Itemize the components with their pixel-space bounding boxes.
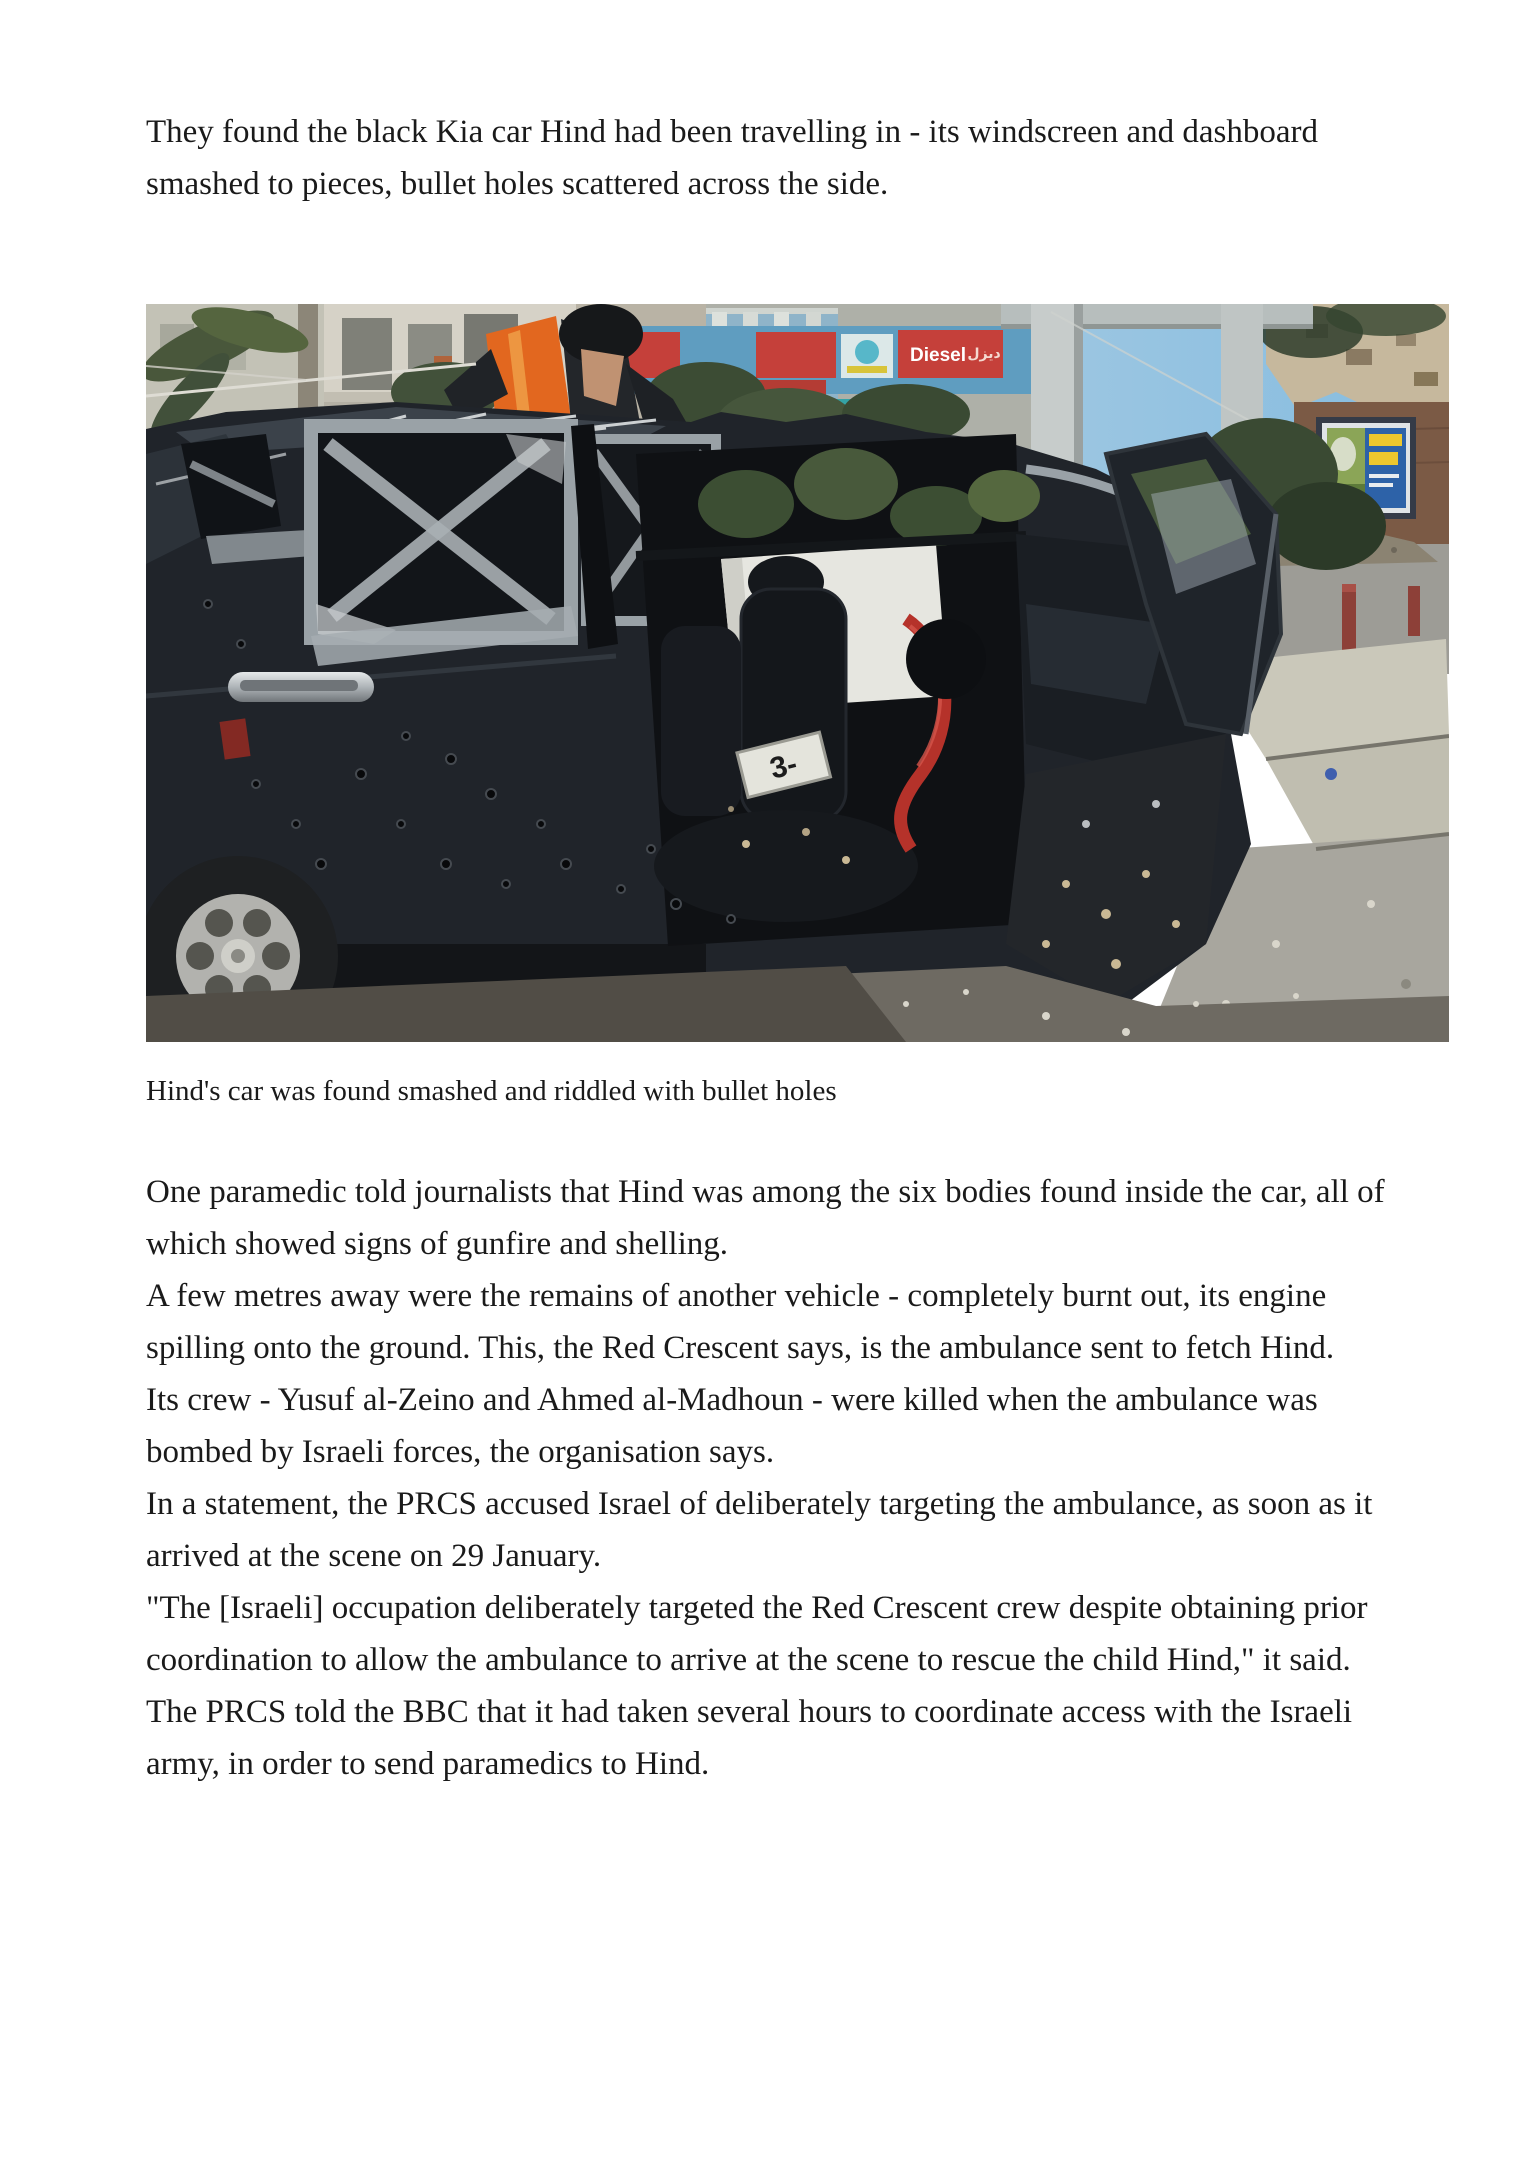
- paragraph-4: In a statement, the PRCS accused Israel of deliberately targeting the ambulance, as soon as it arrived at the scene on 29 January.: [146, 1486, 1373, 1574]
- article-body: [146, 1166, 1414, 1790]
- diesel-sign-text: Diesel: [910, 345, 966, 366]
- paragraph-1: One paramedic told journalists that Hind was among the six bodies found inside the car, all of which showed signs of gunfire and shelling.: [146, 1174, 1385, 1262]
- paragraph-2: A few metres away were the remains of another vehicle - completely burnt out, its engine spilling onto the ground. This, the Red Crescent says, is the ambulance sent to fetch Hind.: [146, 1278, 1335, 1366]
- svg-text:3-: 3-: [766, 747, 801, 786]
- door-handle: [228, 672, 374, 702]
- paragraph-3: Its crew - Yusuf al-Zeino and Ahmed al-Madhoun - were killed when the ambulance was bombed by Israeli forces, the organisation says.: [146, 1382, 1318, 1470]
- car-interior: [636, 434, 1040, 946]
- photo-wrecked-car: [146, 304, 1449, 1110]
- diesel-sign-arabic-text: ديزل: [967, 345, 1001, 361]
- intro-paragraph: They found the black Kia car Hind had been travelling in - its windscreen and dashboard smashed to pieces, bullet holes scattered across the side.: [146, 114, 1319, 202]
- paragraph-6: The PRCS told the BBC that it had taken several hours to coordinate access with the Israeli army, in order to send paramedics to Hind.: [146, 1694, 1353, 1782]
- photo-car: [146, 402, 1281, 1042]
- photo-caption: Hind's car was found smashed and riddled with bullet holes: [146, 1075, 837, 1107]
- article-page: [146, 0, 1527, 1790]
- wrecked-car-photo-illustration: [146, 304, 1449, 1042]
- paragraph-5: "The [Israeli] occupation deliberately targeted the Red Crescent crew despite obtaining prior coordination to allow the ambulance to arrive at the scene to rescue the child Hind," it said.: [146, 1590, 1368, 1678]
